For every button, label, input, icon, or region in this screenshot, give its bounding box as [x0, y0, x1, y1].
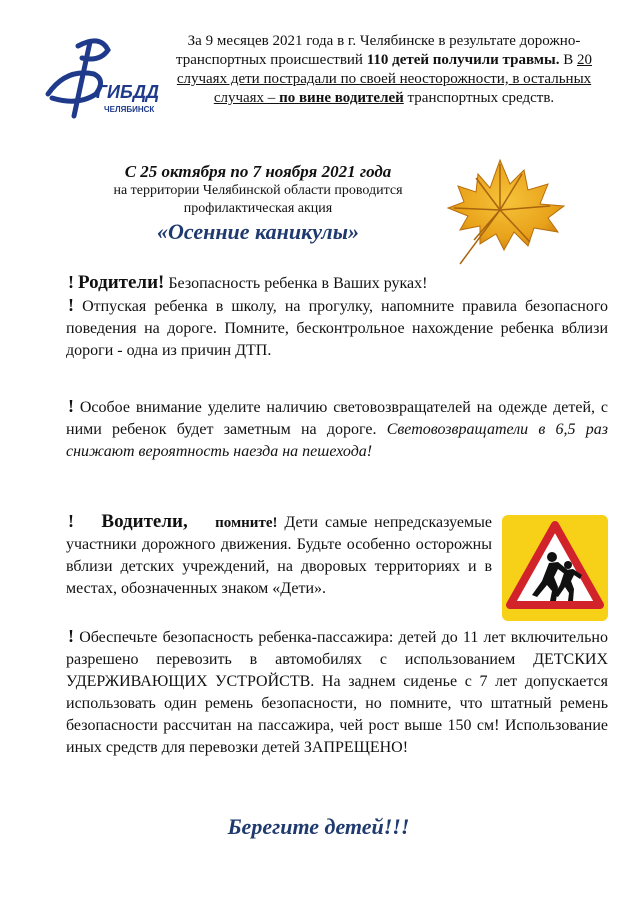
drivers-remember: помните!	[215, 515, 278, 531]
intro-underlined: 20 случаях дети пострадали по своей неосторожности, в остальных случаях –	[176, 52, 592, 106]
gibdd-logo-icon	[38, 32, 166, 124]
logo-sub-text: ЧЕЛЯБИНСК	[104, 105, 155, 114]
intro-part1: За 9 месяцев 2021 года в г. Челябинске в результате дорожно-транспортных происшествий	[175, 33, 581, 68]
drivers-text: Дети самые непредсказуемые участники дорожного движения. Будьте особенно осторожны вблизи детских учреждений, на дворовых территориях и в местах, обозначенных знаком «Дети».	[66, 514, 493, 597]
intro-text	[170, 32, 598, 108]
intro-part2: В	[559, 52, 577, 68]
closing-slogan: Берегите детей!!!	[227, 814, 410, 839]
exclamation-mark: !	[68, 272, 74, 292]
passenger-safety-paragraph	[66, 625, 608, 759]
school-walk-paragraph	[66, 294, 608, 362]
reflectors-paragraph	[66, 395, 608, 463]
intro-part3: транспортных средств.	[403, 90, 555, 106]
intro-bold-injured: 110 детей получили травмы.	[366, 52, 560, 68]
action-announcement	[78, 162, 438, 246]
exclamation-mark: !	[68, 511, 74, 531]
exclamation-mark: !	[68, 295, 74, 315]
intro-drivers-fault: по вине водителей	[279, 90, 404, 106]
reflectors-text: Особое внимание уделите наличию световозвращателей на одежде детей, с ними ребенок будет заметным на дороге.	[66, 399, 608, 438]
school-walk-text: Отпуская ребенка в школу, на прогулку, напомните правила безопасного поведения на дороге. Помните, бесконтрольное нахождение ребенка вблизи дороги - одна из причин ДТП.	[66, 298, 608, 359]
exclamation-mark: !	[68, 396, 74, 416]
drivers-title: Водители,	[101, 511, 188, 532]
action-name: «Осенние каникулы»	[157, 219, 359, 244]
children-warning-sign-icon	[502, 515, 608, 621]
parents-title: Родители!	[78, 272, 165, 293]
drivers-paragraph	[66, 510, 492, 600]
parents-paragraph	[66, 271, 608, 295]
exclamation-mark: !	[68, 626, 74, 646]
passenger-safety-text: Обеспечьте безопасность ребенка-пассажира: детей до 11 лет включительно разрешено перевозить в автомобилях с использованием ДЕТСКИХ УДЕРЖИВАЮЩИХ УСТРОЙСТВ. На заднем сиденье с 7 лет допускается использовать один ремень безопасности, но помните, что штатный ремень безопасности рассчитан на пассажира, чей рост выше 150 см! Использование иных средств для перевозки детей ЗАПРЕЩЕНО!	[66, 629, 608, 756]
parents-text: Безопасность ребенка в Ваших руках!	[164, 275, 428, 292]
action-line2: профилактическая акция	[183, 201, 333, 216]
reflectors-italic-text: Световозвращатели в 6,5 раз снижают вероятность наезда на пешехода!	[66, 421, 609, 460]
action-line1: на территории Челябинской области проводится	[113, 183, 403, 198]
action-dates: С 25 октября по 7 ноября 2021 года	[124, 162, 392, 181]
maple-leaf-icon	[430, 150, 575, 268]
logo-main-text: ГИБДД	[96, 82, 159, 102]
